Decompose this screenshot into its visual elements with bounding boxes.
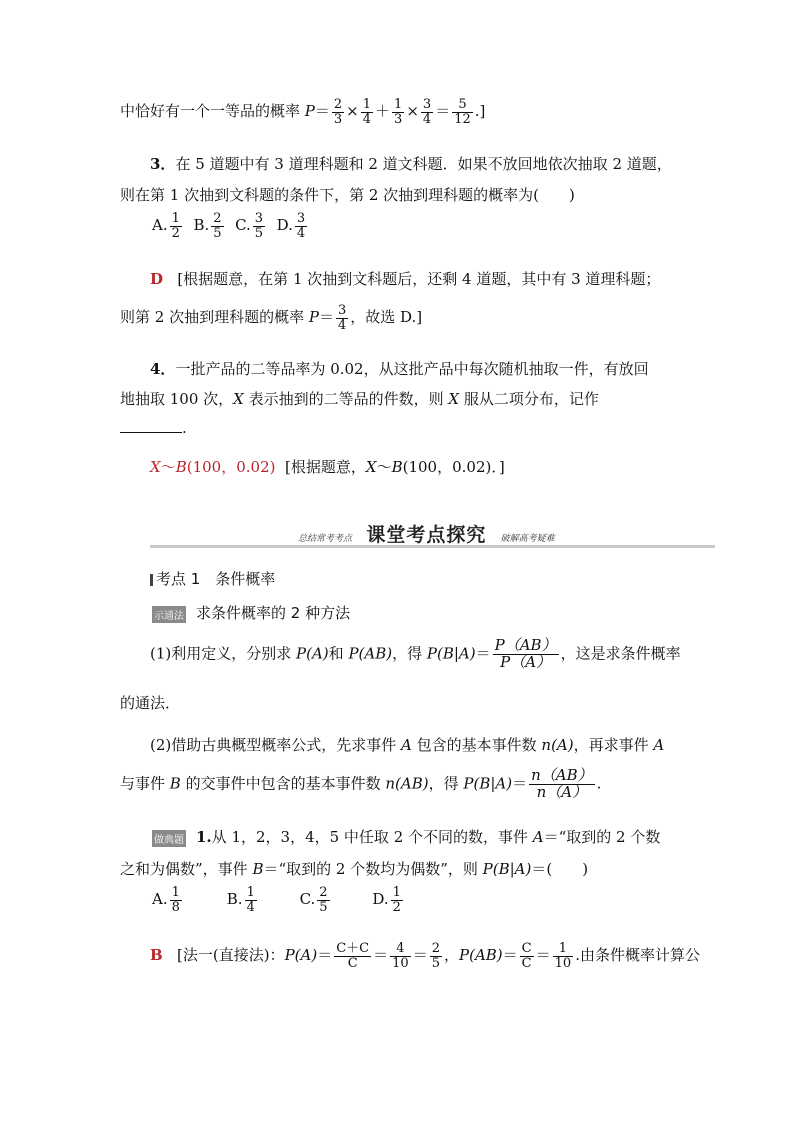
- fraction: $\frac{1}{3}$: [394, 97, 403, 127]
- banner-left-caption: 总结常考考点: [298, 534, 353, 544]
- fraction: $\frac{3}{4}$: [337, 303, 347, 333]
- text: ＝: [435, 102, 451, 121]
- fraction: $\frac{4}{10}$: [392, 941, 409, 971]
- text: ×: [406, 102, 419, 121]
- answer-blank: [120, 418, 182, 433]
- question-number: 4．: [150, 360, 176, 378]
- fraction: $\frac{n(AB)}{n(A)}$: [531, 766, 593, 801]
- banner-divider: [150, 545, 715, 548]
- text: ＝: [314, 102, 330, 121]
- answer-text: X～B(100，0.02): [150, 458, 276, 476]
- text: 在 5 道题中有 3 道理科题和 2 道文科题．如果不放回地依次抽取 2 道题，: [175, 155, 672, 173]
- fraction: $\frac{2}{5}$: [431, 941, 440, 971]
- option-c: C. $\frac{3}{5}$: [235, 211, 264, 241]
- method-header: [152, 602, 350, 623]
- example-1-solution: B [法一(直接法)：P(A)＝ $\frac{C+C}{C}$ ＝ $\frac{4}{10}$ ＝ $\frac{2}{5}$ ，P(AB)＝ $\frac{C}{C}$ ＝ $\frac{1}{10}$ .由条件概率计算公: [150, 941, 700, 971]
- question-4-blank-line: .: [120, 418, 187, 437]
- key-point-title: [150, 568, 275, 589]
- fraction: $\frac{3}{4}$: [422, 97, 432, 127]
- option-b: B. $\frac{1}{4}$: [226, 885, 255, 915]
- question-3-options: [152, 212, 309, 240]
- option-d: D. $\frac{3}{4}$: [276, 211, 306, 241]
- method-1-line1: (1)利用定义，分别求 P(A)和 P(AB)，得 P(B|A)＝ $\frac{P(AB)}{P(A)}$ ，这是求条件概率: [150, 636, 681, 671]
- text: ×: [346, 102, 359, 121]
- method-1-line2: 的通法．: [120, 694, 181, 712]
- text: 则第 2 次抽到理科题的概率: [120, 308, 309, 327]
- text: 则在第 1 次抽到文科题的条件下，第 2 次抽到理科题的概率为( ): [120, 186, 575, 204]
- fraction: $\frac{5}{12}$: [454, 97, 471, 127]
- answer-letter: B: [150, 946, 163, 965]
- section-banner: [298, 520, 555, 547]
- option-a: A. $\frac{1}{8}$: [152, 885, 180, 915]
- example-1-line2: 之和为偶数”，事件 B＝“取到的 2 个数均为偶数”，则 P(B|A)＝( ): [120, 860, 589, 878]
- fraction: $\frac{2}{3}$: [333, 97, 343, 127]
- method-2-line1: (2)借助古典概型概率公式，先求事件 A 包含的基本事件数 n(A)，再求事件 A: [150, 736, 665, 754]
- question-3-line1: [150, 153, 672, 174]
- key-point-icon: [150, 574, 153, 586]
- text: [根据题意，在第 1 次抽到文科题后，还剩 4 道题，其中有 3 道理科题；: [177, 270, 661, 288]
- text-line: [120, 98, 485, 126]
- question-3-solution-line1: [150, 268, 660, 289]
- example-1-options: [152, 886, 405, 914]
- option-a: A. $\frac{1}{2}$: [152, 211, 180, 241]
- example-1-line1: 做典题 1.从 1，2，3，4，5 中任取 2 个不同的数，事件 A＝“取到的 2 个数: [154, 828, 661, 846]
- banner-right-caption: 破解高考疑难: [500, 534, 555, 544]
- method-2-line2: 与事件 B 的交事件中包含的基本事件数 n(AB)，得 P(B|A)＝ $\frac{n(AB)}{n(A)}$ .: [120, 766, 602, 801]
- variable: P: [308, 308, 319, 327]
- fraction: $\frac{1}{10}$: [554, 941, 572, 971]
- method-tag-icon: 示通法: [152, 606, 186, 623]
- fraction: $\frac{1}{4}$: [362, 97, 372, 127]
- answer-letter: D: [150, 270, 164, 288]
- option-c: C. $\frac{2}{5}$: [299, 885, 328, 915]
- method-title: 求条件概率的 2 种方法: [196, 604, 351, 622]
- question-3-solution-line2: [120, 304, 422, 332]
- example-tag-icon: 做典题: [152, 830, 186, 847]
- fraction: $\frac{C}{C}$: [521, 941, 532, 971]
- text: 考点 1 条件概率: [156, 570, 276, 588]
- variable: P: [304, 102, 315, 121]
- question-3-line2: [120, 184, 575, 205]
- text: ＋: [375, 102, 391, 121]
- text: ，故选 D.]: [350, 308, 423, 327]
- option-b: B. $\frac{2}{5}$: [193, 211, 222, 241]
- text: ＝: [318, 308, 334, 327]
- banner-title: 课堂考点探究: [366, 524, 487, 546]
- text: 一批产品的二等品率为 0.02，从这批产品中每次随机抽取一件，有放回: [175, 360, 649, 378]
- option-d: D. $\frac{1}{2}$: [372, 885, 401, 915]
- question-4-answer: X～B(100，0.02) [根据题意，X～B(100，0.02)．]: [150, 458, 505, 476]
- question-4-line1: [150, 358, 649, 379]
- question-4-line2: 地抽取 100 次，X 表示抽到的二等品的件数，则 X 服从二项分布，记作: [120, 390, 599, 408]
- text: .]: [474, 102, 486, 121]
- fraction: $\frac{P(AB)}{P(A)}$: [494, 636, 557, 671]
- text: 中恰好有一个一等品的概率: [120, 102, 305, 121]
- fraction: $\frac{C+C}{C}$: [336, 941, 370, 971]
- question-number: 3．: [150, 155, 176, 173]
